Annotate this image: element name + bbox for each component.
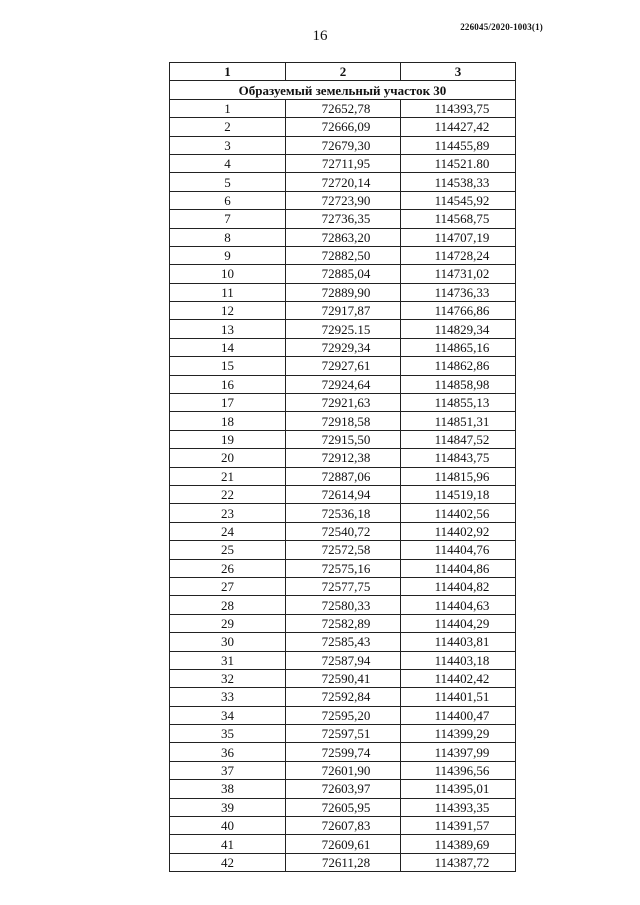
y-coordinate-cell: 114858,98: [401, 375, 516, 393]
table-row: [170, 357, 516, 375]
x-coordinate-cell: 72587,94: [286, 651, 401, 669]
table-row: [170, 228, 516, 246]
x-coordinate-cell: 72590,41: [286, 669, 401, 687]
y-coordinate-cell: 114393,35: [401, 798, 516, 816]
point-number-cell: 23: [170, 504, 286, 522]
table-row: [170, 338, 516, 356]
point-number-cell: 6: [170, 191, 286, 209]
x-coordinate-cell: 72614,94: [286, 485, 401, 503]
table-row: [170, 246, 516, 264]
x-coordinate-cell: 72679,30: [286, 136, 401, 154]
x-coordinate-cell: 72580,33: [286, 596, 401, 614]
x-coordinate-cell: 72889,90: [286, 283, 401, 301]
table-row: [170, 596, 516, 614]
x-coordinate-cell: 72582,89: [286, 614, 401, 632]
coordinates-table: [169, 62, 516, 872]
table-row: [170, 394, 516, 412]
y-coordinate-cell: 114455,89: [401, 136, 516, 154]
table-row: [170, 541, 516, 559]
x-coordinate-cell: 72652,78: [286, 99, 401, 117]
point-number-cell: 30: [170, 633, 286, 651]
point-number-cell: 2: [170, 118, 286, 136]
table-row: [170, 449, 516, 467]
table-row: [170, 651, 516, 669]
table-row: [170, 210, 516, 228]
y-coordinate-cell: 114847,52: [401, 430, 516, 448]
x-coordinate-cell: 72723,90: [286, 191, 401, 209]
y-coordinate-cell: 114404,63: [401, 596, 516, 614]
y-coordinate-cell: 114402,92: [401, 522, 516, 540]
y-coordinate-cell: 114815,96: [401, 467, 516, 485]
x-coordinate-cell: 72603,97: [286, 780, 401, 798]
table-row: [170, 504, 516, 522]
table-row: [170, 430, 516, 448]
table-row: [170, 522, 516, 540]
point-number-cell: 18: [170, 412, 286, 430]
y-coordinate-cell: 114855,13: [401, 394, 516, 412]
table-row: [170, 633, 516, 651]
point-number-cell: 13: [170, 320, 286, 338]
y-coordinate-cell: 114521.80: [401, 154, 516, 172]
y-coordinate-cell: 114399,29: [401, 725, 516, 743]
x-coordinate-cell: 72918,58: [286, 412, 401, 430]
table-row: [170, 853, 516, 871]
y-coordinate-cell: 114568,75: [401, 210, 516, 228]
point-number-cell: 31: [170, 651, 286, 669]
x-coordinate-cell: 72887,06: [286, 467, 401, 485]
y-coordinate-cell: 114402,56: [401, 504, 516, 522]
table-header-row: [170, 63, 516, 81]
y-coordinate-cell: 114404,86: [401, 559, 516, 577]
x-coordinate-cell: 72924,64: [286, 375, 401, 393]
y-coordinate-cell: 114397,99: [401, 743, 516, 761]
x-coordinate-cell: 72585,43: [286, 633, 401, 651]
document-id: 226045/2020-1003(1): [460, 22, 543, 32]
table-row: [170, 688, 516, 706]
y-coordinate-cell: 114766,86: [401, 302, 516, 320]
y-coordinate-cell: 114843,75: [401, 449, 516, 467]
point-number-cell: 35: [170, 725, 286, 743]
point-number-cell: 7: [170, 210, 286, 228]
x-coordinate-cell: 72601,90: [286, 761, 401, 779]
page-number: 16: [312, 28, 328, 44]
x-coordinate-cell: 72611,28: [286, 853, 401, 871]
point-number-cell: 36: [170, 743, 286, 761]
x-coordinate-cell: 72921,63: [286, 394, 401, 412]
column-header-2: 2: [286, 63, 401, 81]
point-number-cell: 11: [170, 283, 286, 301]
table-row: [170, 265, 516, 283]
table-row: [170, 798, 516, 816]
y-coordinate-cell: 114404,82: [401, 577, 516, 595]
x-coordinate-cell: 72925.15: [286, 320, 401, 338]
y-coordinate-cell: 114389,69: [401, 835, 516, 853]
x-coordinate-cell: 72736,35: [286, 210, 401, 228]
y-coordinate-cell: 114851,31: [401, 412, 516, 430]
y-coordinate-cell: 114401,51: [401, 688, 516, 706]
y-coordinate-cell: 114393,75: [401, 99, 516, 117]
point-number-cell: 27: [170, 577, 286, 595]
y-coordinate-cell: 114404,29: [401, 614, 516, 632]
y-coordinate-cell: 114387,72: [401, 853, 516, 871]
x-coordinate-cell: 72607,83: [286, 817, 401, 835]
x-coordinate-cell: 72572,58: [286, 541, 401, 559]
x-coordinate-cell: 72720,14: [286, 173, 401, 191]
point-number-cell: 40: [170, 817, 286, 835]
table-row: [170, 412, 516, 430]
point-number-cell: 32: [170, 669, 286, 687]
x-coordinate-cell: 72575,16: [286, 559, 401, 577]
table-row: [170, 725, 516, 743]
y-coordinate-cell: 114403,18: [401, 651, 516, 669]
y-coordinate-cell: 114519,18: [401, 485, 516, 503]
point-number-cell: 9: [170, 246, 286, 264]
y-coordinate-cell: 114395,01: [401, 780, 516, 798]
x-coordinate-cell: 72592,84: [286, 688, 401, 706]
point-number-cell: 34: [170, 706, 286, 724]
x-coordinate-cell: 72917,87: [286, 302, 401, 320]
point-number-cell: 33: [170, 688, 286, 706]
point-number-cell: 42: [170, 853, 286, 871]
point-number-cell: 21: [170, 467, 286, 485]
x-coordinate-cell: 72536,18: [286, 504, 401, 522]
section-title: Образуемый земельный участок 30: [170, 81, 516, 99]
point-number-cell: 17: [170, 394, 286, 412]
y-coordinate-cell: 114736,33: [401, 283, 516, 301]
table-row: [170, 761, 516, 779]
table-row: [170, 173, 516, 191]
table-row: [170, 320, 516, 338]
y-coordinate-cell: 114731,02: [401, 265, 516, 283]
table-row: [170, 154, 516, 172]
y-coordinate-cell: 114728,24: [401, 246, 516, 264]
table-row: [170, 817, 516, 835]
point-number-cell: 25: [170, 541, 286, 559]
point-number-cell: 22: [170, 485, 286, 503]
table-row: [170, 485, 516, 503]
x-coordinate-cell: 72885,04: [286, 265, 401, 283]
x-coordinate-cell: 72609,61: [286, 835, 401, 853]
table-row: [170, 283, 516, 301]
point-number-cell: 39: [170, 798, 286, 816]
table-row: [170, 835, 516, 853]
point-number-cell: 41: [170, 835, 286, 853]
point-number-cell: 38: [170, 780, 286, 798]
point-number-cell: 19: [170, 430, 286, 448]
table-row: [170, 706, 516, 724]
point-number-cell: 26: [170, 559, 286, 577]
x-coordinate-cell: 72595,20: [286, 706, 401, 724]
y-coordinate-cell: 114829,34: [401, 320, 516, 338]
point-number-cell: 28: [170, 596, 286, 614]
point-number-cell: 1: [170, 99, 286, 117]
table-row: [170, 99, 516, 117]
column-header-3: 3: [401, 63, 516, 81]
table-row: [170, 780, 516, 798]
x-coordinate-cell: 72882,50: [286, 246, 401, 264]
x-coordinate-cell: 72915,50: [286, 430, 401, 448]
table-row: [170, 614, 516, 632]
x-coordinate-cell: 72599,74: [286, 743, 401, 761]
y-coordinate-cell: 114400,47: [401, 706, 516, 724]
x-coordinate-cell: 72540,72: [286, 522, 401, 540]
table-row: [170, 577, 516, 595]
y-coordinate-cell: 114707,19: [401, 228, 516, 246]
point-number-cell: 14: [170, 338, 286, 356]
section-title-row: [170, 81, 516, 99]
x-coordinate-cell: 72597,51: [286, 725, 401, 743]
y-coordinate-cell: 114865,16: [401, 338, 516, 356]
table-row: [170, 743, 516, 761]
x-coordinate-cell: 72927,61: [286, 357, 401, 375]
x-coordinate-cell: 72912,38: [286, 449, 401, 467]
table-row: [170, 191, 516, 209]
table-row: [170, 559, 516, 577]
point-number-cell: 20: [170, 449, 286, 467]
y-coordinate-cell: 114545,92: [401, 191, 516, 209]
point-number-cell: 37: [170, 761, 286, 779]
y-coordinate-cell: 114391,57: [401, 817, 516, 835]
table-row: [170, 302, 516, 320]
table-row: [170, 136, 516, 154]
x-coordinate-cell: 72929,34: [286, 338, 401, 356]
y-coordinate-cell: 114427,42: [401, 118, 516, 136]
table-row: [170, 118, 516, 136]
point-number-cell: 8: [170, 228, 286, 246]
y-coordinate-cell: 114538,33: [401, 173, 516, 191]
x-coordinate-cell: 72577,75: [286, 577, 401, 595]
point-number-cell: 10: [170, 265, 286, 283]
point-number-cell: 16: [170, 375, 286, 393]
y-coordinate-cell: 114862,86: [401, 357, 516, 375]
y-coordinate-cell: 114396,56: [401, 761, 516, 779]
point-number-cell: 4: [170, 154, 286, 172]
point-number-cell: 29: [170, 614, 286, 632]
point-number-cell: 3: [170, 136, 286, 154]
point-number-cell: 15: [170, 357, 286, 375]
y-coordinate-cell: 114404,76: [401, 541, 516, 559]
point-number-cell: 5: [170, 173, 286, 191]
point-number-cell: 12: [170, 302, 286, 320]
x-coordinate-cell: 72605,95: [286, 798, 401, 816]
point-number-cell: 24: [170, 522, 286, 540]
table-row: [170, 669, 516, 687]
x-coordinate-cell: 72863,20: [286, 228, 401, 246]
x-coordinate-cell: 72711,95: [286, 154, 401, 172]
column-header-1: 1: [170, 63, 286, 81]
y-coordinate-cell: 114403,81: [401, 633, 516, 651]
table-row: [170, 375, 516, 393]
table-row: [170, 467, 516, 485]
x-coordinate-cell: 72666,09: [286, 118, 401, 136]
y-coordinate-cell: 114402,42: [401, 669, 516, 687]
